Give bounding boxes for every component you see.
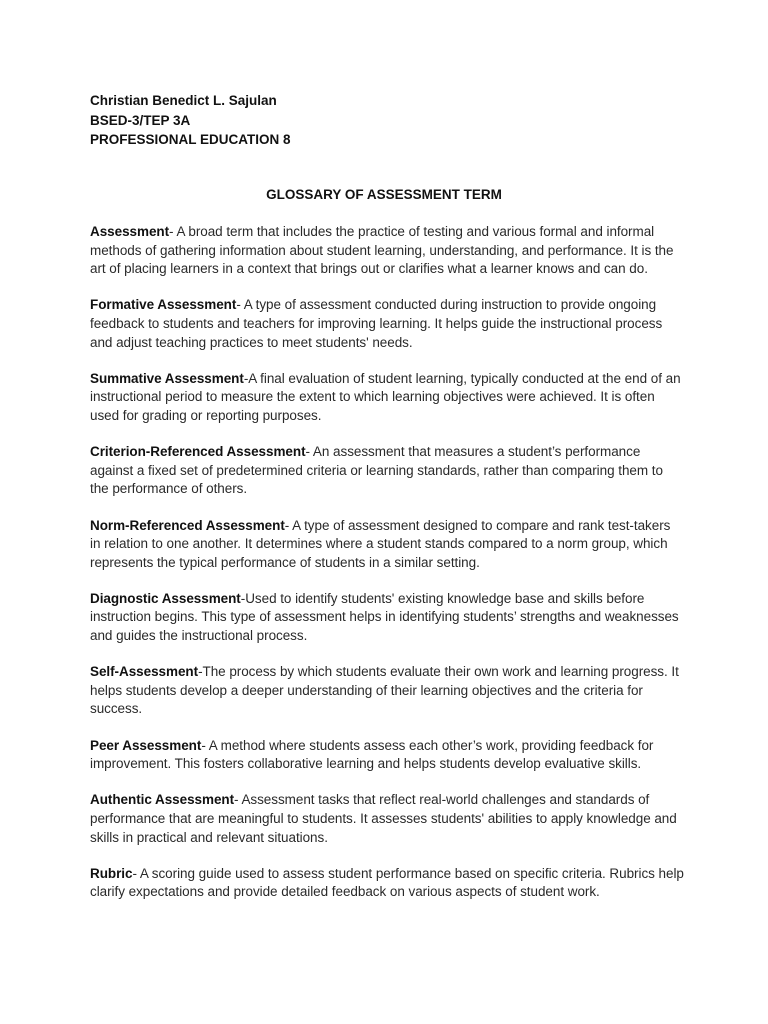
glossary-definition: -The process by which students evaluate their own work and learning progress. It helps students develop a deeper understanding of their learning objectives and the criteria for success.	[90, 664, 679, 717]
glossary-entry-summative-assessment	[90, 370, 684, 426]
glossary-definition: - Assessment tasks that reflect real-world challenges and standards of performance that are meaningful to students. It assesses students' abilities to apply knowledge and skills in practical and relevant situations.	[90, 792, 677, 845]
glossary-definition: - A type of assessment conducted during instruction to provide ongoing feedback to students and teachers for improving learning. It helps guide the instructional process and adjust teaching practices to meet students' needs.	[90, 297, 663, 350]
author-section: BSED-3/TEP 3A	[90, 112, 191, 128]
glossary-entry-self-assessment	[90, 663, 684, 719]
glossary-entry-rubric	[90, 865, 684, 902]
glossary-term: Summative Assessment	[90, 370, 244, 386]
glossary-term: Assessment	[90, 224, 170, 239]
glossary-list	[90, 223, 684, 920]
glossary-entry-formative-assessment	[90, 296, 684, 352]
document-title: GLOSSARY OF ASSESSMENT TERM	[266, 187, 502, 202]
glossary-entry-authentic-assessment	[90, 791, 684, 847]
glossary-term: Formative Assessment	[90, 297, 237, 313]
glossary-term: Authentic Assessment	[90, 792, 235, 808]
glossary-term: Rubric	[90, 865, 133, 881]
glossary-entry-criterion-referenced-assessment	[90, 443, 684, 499]
glossary-term: Criterion-Referenced Assessment	[90, 444, 306, 460]
glossary-definition: -A final evaluation of student learning, typically conducted at the end of an instructional period to measure the extent to which learning objectives were achieved. It is often used for grading or reporting purposes.	[90, 370, 681, 423]
course-name: PROFESSIONAL EDUCATION 8	[90, 132, 291, 147]
glossary-definition: - A broad term that includes the practice of testing and various formal and informal methods of gathering information about student learning, understanding, and performance. It is the art of placing learners in a context that brings out or clarifies what a learner knows and can do.	[90, 224, 674, 277]
glossary-definition: - An assessment that measures a student’s performance against a fixed set of predetermined criteria or learning standards, rather than comparing them to the performance of others.	[90, 444, 663, 497]
glossary-entry-diagnostic-assessment	[90, 590, 684, 646]
glossary-term: Diagnostic Assessment	[90, 590, 241, 606]
glossary-entry-assessment	[90, 223, 684, 279]
glossary-term: Peer Assessment	[90, 737, 202, 753]
glossary-definition: - A type of assessment designed to compare and rank test-takers in relation to one another. It determines where a student stands compared to a norm group, which represents the typical performance of students in a similar setting.	[90, 517, 671, 570]
glossary-definition: - A scoring guide used to assess student performance based on specific criteria. Rubrics help clarify expectations and provide detailed feedback on various aspects of student work.	[90, 865, 684, 900]
glossary-entry-norm-referenced-assessment	[90, 517, 684, 573]
glossary-term: Norm-Referenced Assessment	[90, 517, 285, 533]
glossary-definition: -Used to identify students' existing knowledge base and skills before instruction begins. This type of assessment helps in identifying students’ strengths and weaknesses and guides the instructional process.	[90, 590, 679, 644]
glossary-definition: - A method where students assess each other’s work, providing feedback for improvement. This fosters collaborative learning and helps students develop evaluative skills.	[90, 737, 654, 772]
glossary-term: Self-Assessment	[90, 664, 199, 680]
glossary-entry-peer-assessment	[90, 737, 684, 774]
author-name: Christian Benedict L. Sajulan	[90, 93, 277, 108]
author-header	[90, 91, 690, 150]
